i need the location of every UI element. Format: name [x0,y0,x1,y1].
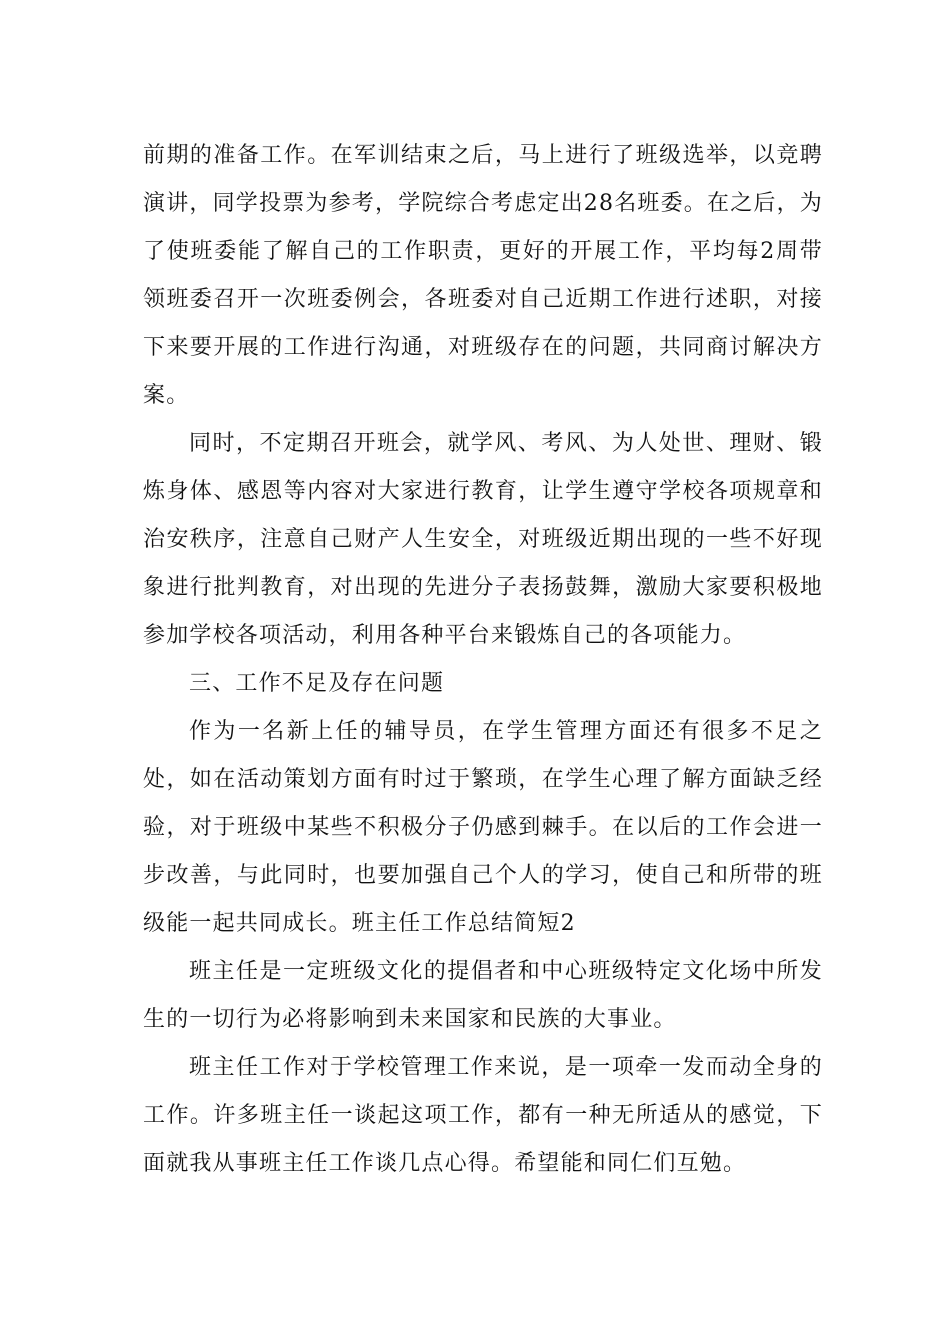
paragraph-5: 班主任工作对于学校管理工作来说，是一项牵一发而动全身的工作。许多班主任一谈起这项工作，都有一种无所适从的感觉，下面就我从事班主任工作谈几点心得。希望能和同仁们互勉。 [143,1055,823,1176]
paragraph-3: 作为一名新上任的辅导员，在学生管理方面还有很多不足之处，如在活动策划方面有时过于繁琐，在学生心理了解方面缺乏经验，对于班级中某些不积极分子仍感到棘手。在以后的工作会进一步改善，与此同时，也要加强自己个人的学习，使自己和所带的班级能一起共同成长。班主任工作总结简短2 [143,719,823,936]
section-heading: 三、工作不足及存在问题 [189,671,445,696]
paragraph-1: 前期的准备工作。在军训结束之后，马上进行了班级选举，以竞聘演讲，同学投票为参考，学院综合考虑定出28名班委。在之后，为了使班委能了解自己的工作职责，更好的开展工作，平均每2周带领班委召开一次班委例会，各班委对自己近期工作进行述职，对接下来要开展的工作进行沟通，对班级存在的问题，共同商讨解决方案。 [143,143,823,408]
paragraph-4: 班主任是一定班级文化的提倡者和中心班级特定文化场中所发生的一切行为必将影响到未来国家和民族的大事业。 [143,959,823,1032]
document-body [143,132,823,1188]
paragraph-2: 同时，不定期召开班会，就学风、考风、为人处世、理财、锻炼身体、感恩等内容对大家进行教育，让学生遵守学校各项规章和治安秩序，注意自己财产人生安全，对班级近期出现的一些不好现象进行批判教育，对出现的先进分子表扬鼓舞，激励大家要积极地参加学校各项活动，利用各种平台来锻炼自己的各项能力。 [143,431,823,648]
